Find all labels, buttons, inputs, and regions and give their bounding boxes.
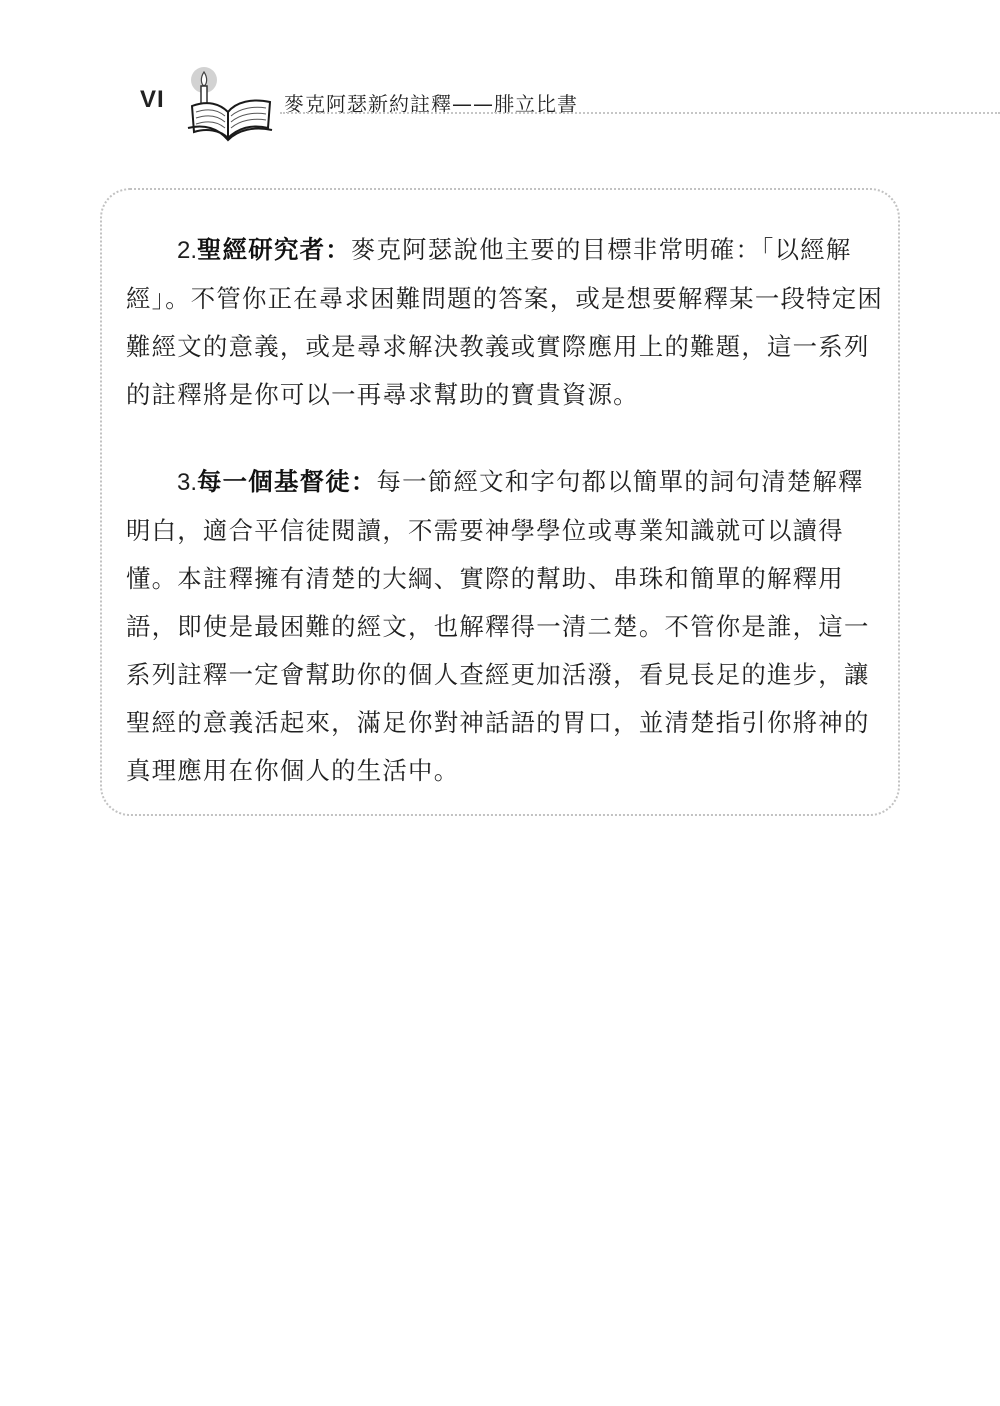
- paragraph-body: 每一節經文和字句都以簡單的詞句清楚解釋明白，適合平信徒閱讀，不需要神學學位或專業知識就可以讀得懂。本註釋擁有清楚的大綱、實際的幫助、串珠和簡單的解釋用語，即使是最困難的經文，也解釋得一清二楚。不管你是誰，這一系列註釋一定會幫助你的個人查經更加活潑，看見長足的進步，讓聖經的意義活起來，滿足你對神話語的胃口，並清楚指引你將神的真理應用在你個人的生活中。: [126, 467, 870, 785]
- paragraph-every-christian: [126, 458, 886, 795]
- paragraph-body: 麥克阿瑟說他主要的目標非常明確：「以經解經」。不管你正在尋求困難問題的答案，或是想要解釋某一段特定困難經文的意義，或是尋求解決教義或實際應用上的難題，這一系列的註釋將是你可以一再尋求幫助的寶貴資源。: [126, 235, 884, 409]
- page-header: [0, 60, 1000, 150]
- paragraph-bible-researcher: [126, 226, 886, 419]
- paragraph-number: 2.: [177, 237, 198, 264]
- header-dotted-rule: [280, 112, 1000, 114]
- running-title: 麥克阿瑟新約註釋——腓立比書: [284, 92, 578, 116]
- open-book-candle-icon: [174, 64, 278, 142]
- paragraph-number: 3.: [177, 469, 198, 496]
- paragraph-term: 聖經研究者：: [197, 235, 351, 264]
- page-number: VI: [140, 86, 165, 113]
- paragraph-term: 每一個基督徒：: [197, 467, 377, 496]
